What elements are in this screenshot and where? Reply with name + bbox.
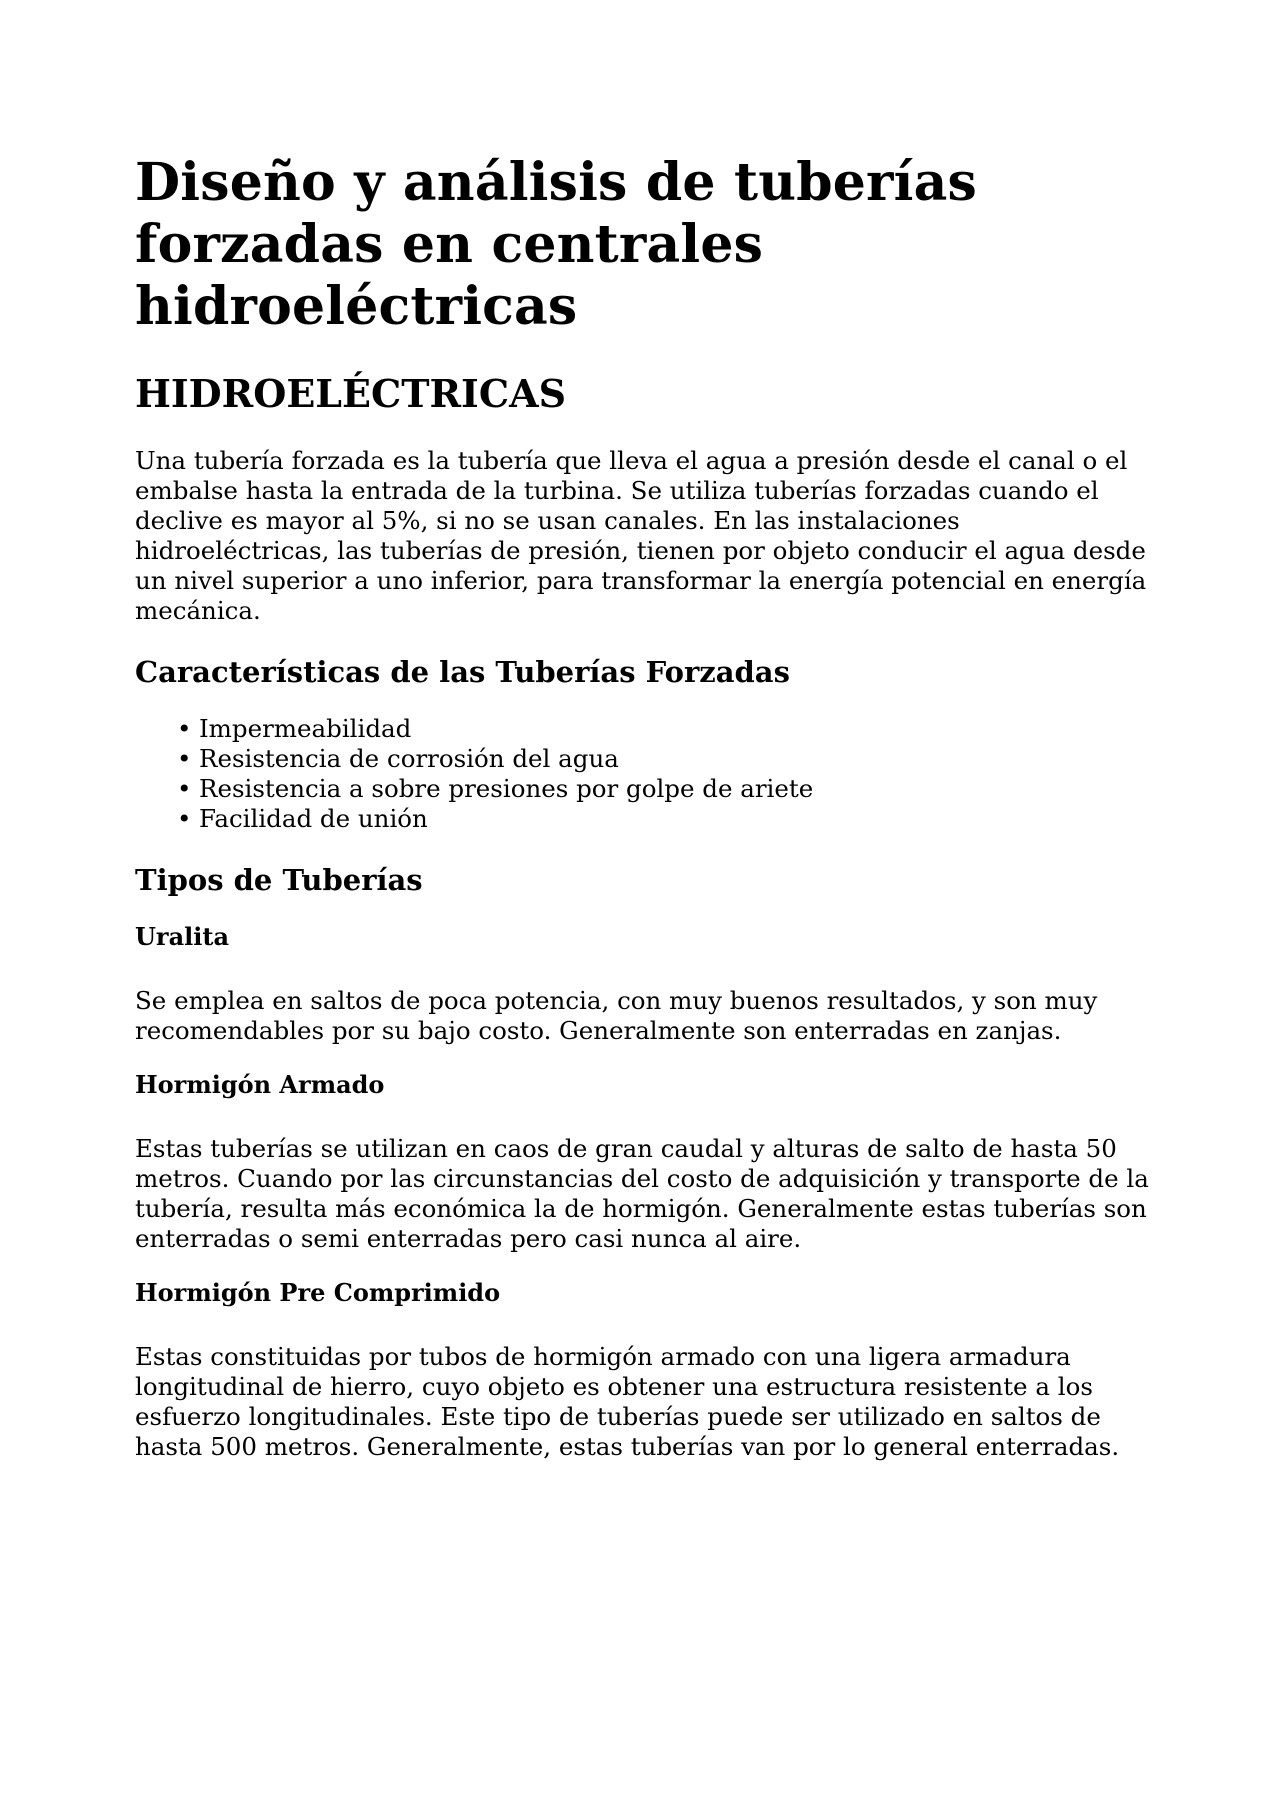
- characteristic-item: • Resistencia de corrosión del agua: [199, 744, 1160, 774]
- types-heading: Tipos de Tuberías: [135, 863, 423, 897]
- type-description-hormigon-pre-comprimido: Estas constituidas por tubos de hormigón armado con una ligera armadura longitudinal de hierro, cuyo objeto es obtener una estructura resistente a los esfuerzo longitudinales. Este tipo de tuberías puede ser utilizado en saltos de hasta 500 metros. Generalmente, estas tuberías van por lo general enterradas.: [135, 1342, 1120, 1461]
- type-description-hormigon-armado: Estas tuberías se utilizan en caos de gran caudal y alturas de salto de hasta 50 metros. Cuando por las circunstancias del costo de adquisición y transporte de la tubería, resulta más económica la de hormigón. Generalmente estas tuberías son enterradas o semi enterradas pero casi nunca al aire.: [135, 1134, 1149, 1253]
- characteristics-heading: Características de las Tuberías Forzadas: [135, 655, 790, 689]
- document-title: Diseño y análisis de tuberías forzadas en centrales hidroeléctricas: [135, 152, 977, 337]
- section-heading-hidroelectricas: HIDROELÉCTRICAS: [135, 371, 567, 416]
- type-heading-hormigon-armado: Hormigón Armado: [135, 1070, 385, 1099]
- characteristic-item: • Facilidad de unión: [199, 804, 1160, 834]
- characteristic-item: • Impermeabilidad: [199, 714, 1160, 744]
- type-description-uralita: Se emplea en saltos de poca potencia, con muy buenos resultados, y son muy recomendables por su bajo costo. Generalmente son enterradas en zanjas.: [135, 986, 1098, 1045]
- characteristic-item: • Resistencia a sobre presiones por golpe de ariete: [199, 774, 1160, 804]
- characteristics-list: [135, 714, 1160, 834]
- type-heading-uralita: Uralita: [135, 922, 229, 951]
- intro-paragraph: Una tubería forzada es la tubería que lleva el agua a presión desde el canal o el embalse hasta la entrada de la turbina. Se utiliza tuberías forzadas cuando el declive es mayor al 5%, si no se usan canales. En las instalaciones hidroeléctricas, las tuberías de presión, tienen por objeto conducir el agua desde un nivel superior a uno inferior, para transformar la energía potencial en energía mecánica.: [135, 446, 1147, 625]
- type-heading-hormigon-pre-comprimido: Hormigón Pre Comprimido: [135, 1278, 501, 1307]
